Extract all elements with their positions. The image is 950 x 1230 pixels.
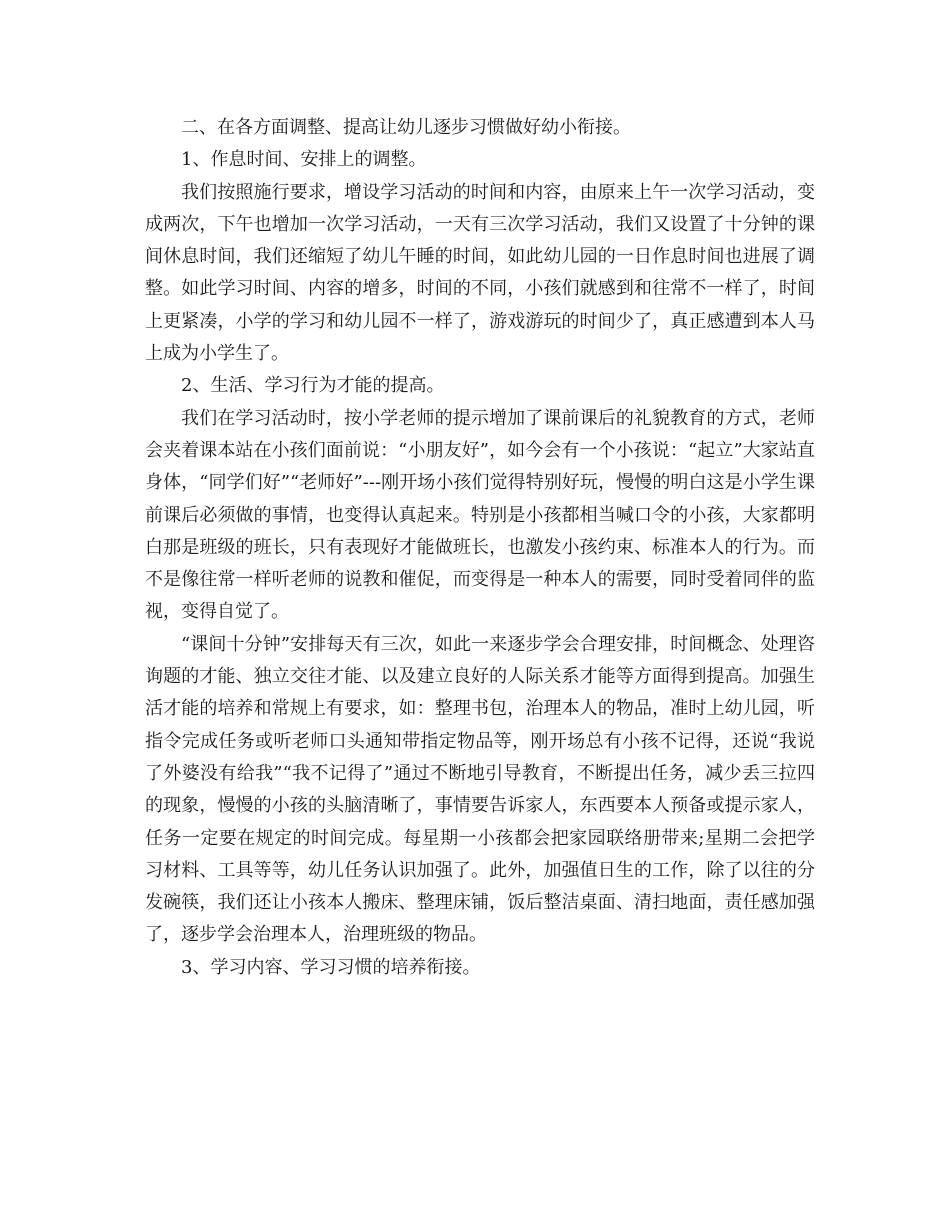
- paragraph-break-time: “课间十分钟”安排每天有三次，如此一来逐步学会合理安排，时间概念、处理咨询题的才能、独立交往才能、以及建立良好的人际关系才能等方面得到提高。加强生活才能的培养和常规上有要求，如：整理书包，治理本人的物品，准时上幼儿园，听指令完成任务或听老师口头通知带指定物品等，刚开场总有小孩不记得，还说“我说了外婆没有给我”“我不记得了”通过不断地引导教育，不断提出任务，减少丢三拉四的现象，慢慢的小孩的头脑清晰了，事情要告诉家人，东西要本人预备或提示家人，任务一定要在规定的时间完成。每星期一小孩都会把家园联络册带来;星期二会把学习材料、工具等等，幼儿任务认识加强了。此外，加强值日生的工作，除了以往的分发碗筷，我们还让小孩本人搬床、整理床铺，饭后整洁桌面、清扫地面，责任感加强了，逐步学会治理本人，治理班级的物品。: [145, 633, 815, 946]
- paragraph-schedule: 我们按照施行要求，增设学习活动的时间和内容，由原来上午一次学习活动，变成两次，下午也增加一次学习活动，一天有三次学习活动，我们又设置了十分钟的课间休息时间，我们还缩短了幼儿午睡的时间，如此幼儿园的一日作息时间也进展了调整。如此学习时间、内容的增多，时间的不同，小孩们就感到和往常不一样了，时间上更紧凑，小学的学习和幼儿园不一样了，游戏游玩的时间少了，真正感遭到本人马上成为小学生了。: [145, 181, 815, 365]
- section-heading: 二、在各方面调整、提高让幼儿逐步习惯做好幼小衔接。: [181, 117, 631, 138]
- subsection-heading-2: 2、生活、学习行为才能的提高。: [181, 375, 445, 397]
- subsection-heading-1: 1、作息时间、安排上的调整。: [181, 149, 427, 171]
- subsection-heading-3: 3、学习内容、学习习惯的培养衔接。: [181, 956, 481, 978]
- paragraph-etiquette: 我们在学习活动时，按小学老师的提示增加了课前课后的礼貌教育的方式，老师会夹着课本站在小孩们面前说：“小朋友好”，如今会有一个小孩说：“起立”大家站直身体，“同学们好”“老师好”---刚开场小孩们觉得特别好玩，慢慢的明白这是小学生课前课后必须做的事情，也变得认真起来。特别是小孩都相当喊口令的小孩，大家都明白那是班级的班长，只有表现好才能做班长，也激发小孩约束、标准本人的行为。而不是像往常一样听老师的说教和催促，而变得是一种本人的需要，同时受着同伴的监视，变得自觉了。: [145, 407, 815, 623]
- document-body: [145, 112, 815, 984]
